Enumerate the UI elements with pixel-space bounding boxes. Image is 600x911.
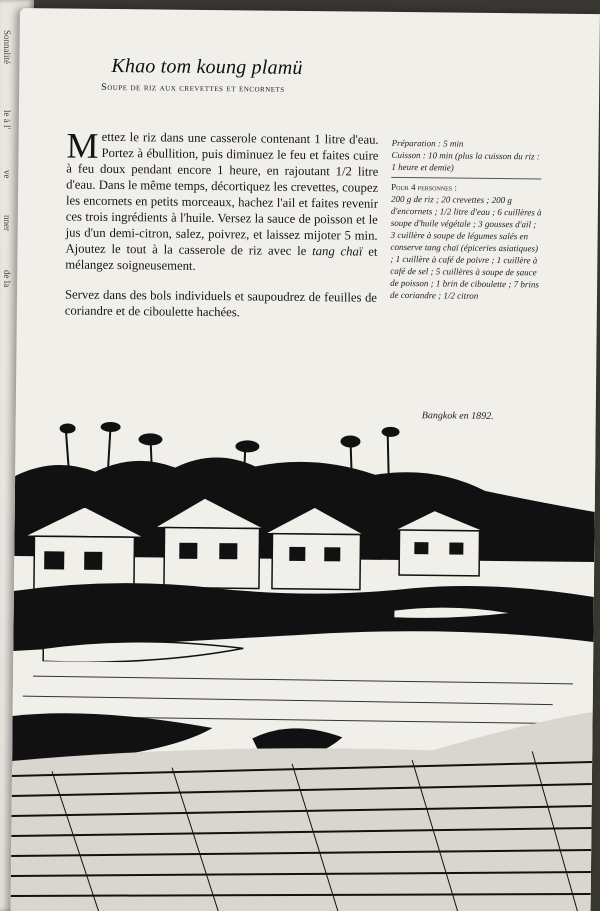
river-village-icon [10,416,595,911]
book-page [10,8,599,911]
instructions-paragraph-2: Servez dans des bols individuels et saupoudrez de feuilles de coriandre et de ciboulette hachées. [64,287,378,320]
photo-caption: Bangkok en 1892. [421,410,494,422]
instructions-text: ettez le riz dans une casserole contenant 1 litre d'eau. Portez à ébullition, puis diminuez le feu et faites cuire à feu doux pendant encore 1 heure, en rajoutant 1/2 litre d'eau. Dans le même temps, décortiquez les crevettes, coupez les encornets en petits morceaux, hachez l'ail et faites revenir ces trois ingrédients à l'huile. Versez la sauce de poisson et le jus d'un demi-citron, salez, poivrez, et laissez mijoter 5 min. Ajoutez le tout à la casserole de riz avec le [65,129,379,259]
drop-cap: M [66,125,99,166]
preparation-time: Préparation : 5 min [391,137,464,149]
ingredients-list: 200 g de riz ; 20 crevettes ; 200 g d'encornets ; 1/2 litre d'eau ; 6 cuillères à soupe d'huile végétale ; 3 gousses d'ail ; 3 cuillère à soupe de légumes salés en conserve tang chaï (épiceries asiatiques) ; 1 cuillère à café de poivre ; 1 cuillère à café de sel ; 5 cuillères à soupe de sauce de poisson ; 1 brin de ciboulette ; 7 brins de coriandre ; 1/2 citron [389,193,542,301]
left-page-fragment: de la [2,270,12,288]
left-page-fragment: Sonnalité [2,30,12,64]
recipe-instructions [64,125,379,335]
instructions-italic-term: tang chaï [312,244,363,259]
recipe-subtitle: Soupe de riz aux crevettes et encornets [101,81,285,95]
meta-divider [391,177,541,180]
cooking-time: Cuisson : 10 min (plus la cuisson du riz : 1 heure et demie) [391,149,540,173]
instructions-paragraph-1 [65,125,379,275]
recipe-meta [390,137,544,303]
bangkok-engraving [10,416,595,911]
left-page-fragment: le à l' [2,110,12,130]
left-page-fragment: nner [2,215,12,231]
instructions-text-end: et mélangez soigneusement. [65,244,378,273]
portions-label: Pour 4 personnes : [391,181,457,193]
recipe-title: Khao tom koung plamü [111,54,303,79]
left-page-fragment: ve [2,170,12,179]
